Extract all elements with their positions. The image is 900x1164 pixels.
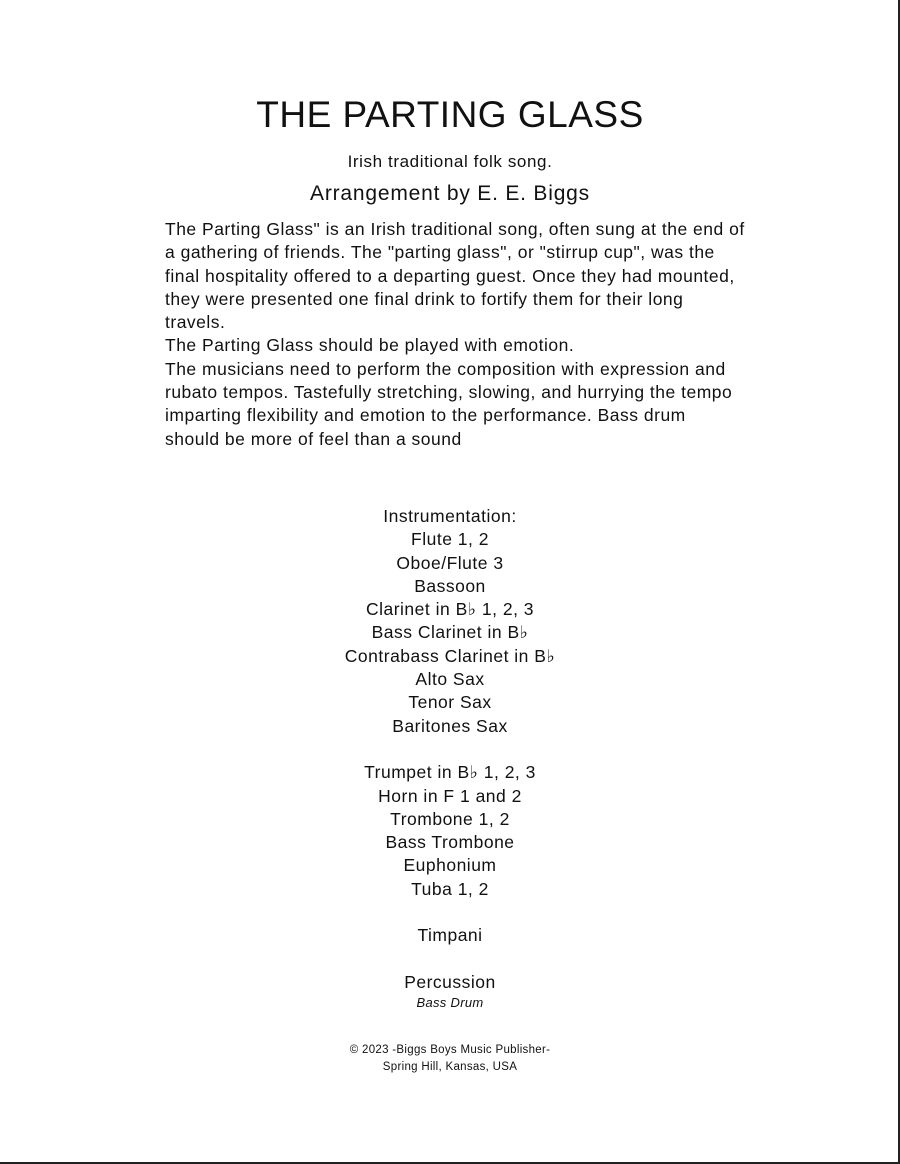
- instrument-item: Bass Clarinet in B♭: [371, 622, 529, 643]
- description-paragraph: The Parting Glass should be played with emotion.: [165, 335, 575, 356]
- section-gap: [0, 901, 900, 924]
- section-gap: [0, 948, 900, 971]
- instrument-item: Contrabass Clarinet in B♭: [344, 645, 556, 666]
- publisher-location: Spring Hill, Kansas, USA: [382, 1061, 518, 1073]
- description-paragraph: The Parting Glass" is an Irish traditional song, often sung at the end of a gathering of friends. The "parting glass", or "stirrup cup", was the final hospitality offered to a departing guest. Once they had mounted, they were presented one final drink to fortify them for their long travels.: [165, 219, 745, 333]
- instrument-item: Trumpet in B♭ 1, 2, 3: [364, 762, 536, 783]
- instrument-item-percussion: Percussion: [404, 971, 496, 992]
- description-paragraph: The musicians need to perform the composition with expression and rubato tempos. Tastefully stretching, slowing, and hurrying the tempo imparting flexibility and emotion to the performance. Bass drum should be more of feel than a sound: [165, 358, 733, 449]
- instrument-item: Tenor Sax: [408, 692, 492, 713]
- arranger-credit: Arrangement by E. E. Biggs: [310, 182, 590, 205]
- instrument-item: Flute 1, 2: [411, 529, 489, 550]
- copyright-line: © 2023 -Biggs Boys Music Publisher-: [349, 1044, 551, 1056]
- instrument-item: Trombone 1, 2: [390, 808, 510, 829]
- instrument-item: Euphonium: [403, 855, 497, 876]
- instrument-item-timpani: Timpani: [417, 925, 483, 946]
- description: [165, 218, 745, 451]
- copyright-footer: [0, 1042, 900, 1076]
- instrument-item: Horn in F 1 and 2: [378, 785, 522, 806]
- instrument-item: Alto Sax: [415, 669, 485, 690]
- subtitle: Irish traditional folk song.: [347, 152, 553, 171]
- instrument-item: Bass Trombone: [385, 832, 515, 853]
- instrumentation-list: [0, 505, 900, 1012]
- instrumentation-heading: Instrumentation:: [383, 506, 517, 526]
- percussion-detail: Bass Drum: [416, 995, 484, 1011]
- section-gap: [0, 738, 900, 761]
- instrument-item: Clarinet in B♭ 1, 2, 3: [365, 599, 535, 620]
- instrument-item: Baritones Sax: [392, 715, 508, 736]
- instrument-item: Bassoon: [414, 575, 486, 596]
- page-title: THE PARTING GLASS: [256, 94, 644, 135]
- instrument-item: Tuba 1, 2: [411, 878, 489, 899]
- instrument-item: Oboe/Flute 3: [396, 552, 504, 573]
